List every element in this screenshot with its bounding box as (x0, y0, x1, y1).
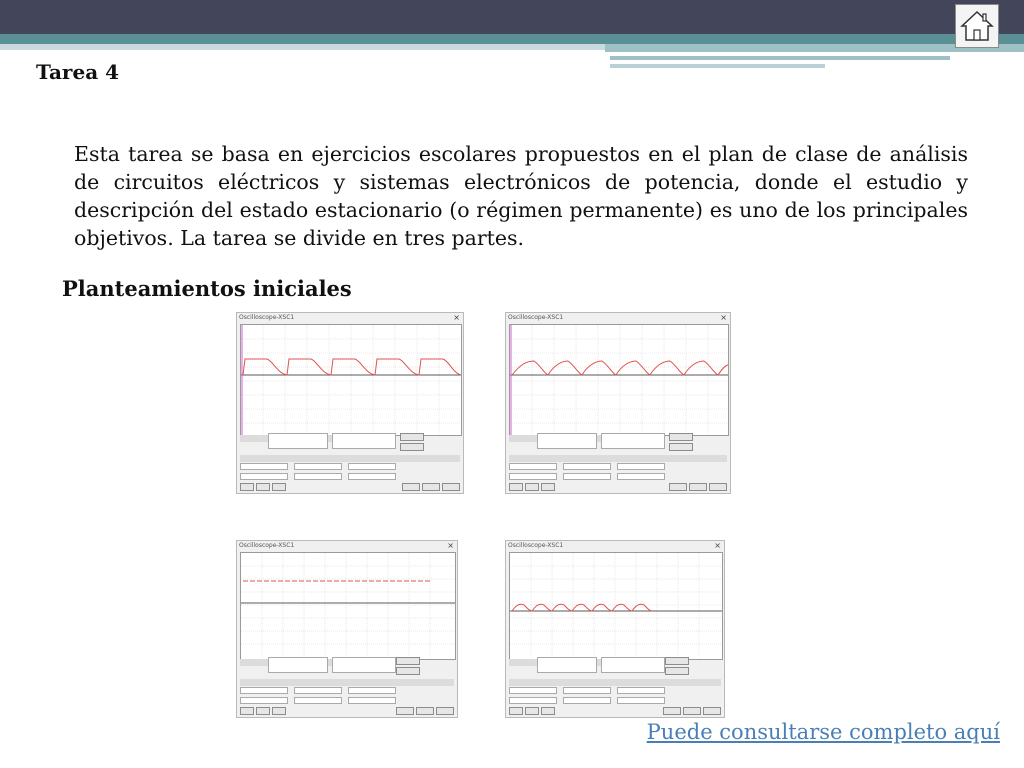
accent-band (0, 34, 1024, 44)
oscilloscope-screenshot-4 (505, 540, 725, 718)
oscilloscope-display (509, 552, 723, 660)
accent-band-light (0, 44, 605, 50)
oscilloscope-trace (510, 325, 728, 435)
oscilloscope-screenshot-1 (236, 312, 464, 494)
oscilloscope-display (509, 324, 729, 436)
oscilloscope-window-title: Oscilloscope-XSC1 (508, 314, 564, 321)
oscilloscope-screenshot-2 (505, 312, 731, 494)
oscilloscope-controls (509, 433, 727, 491)
oscilloscope-controls (240, 433, 460, 491)
home-button[interactable] (955, 4, 999, 48)
oscilloscope-display (240, 552, 456, 660)
close-icon: × (447, 541, 454, 550)
oscilloscope-controls (240, 657, 454, 715)
oscilloscope-window-title: Oscilloscope-XSC1 (239, 314, 295, 321)
oscilloscope-window-title: Oscilloscope-XSC1 (508, 542, 564, 549)
oscilloscope-display (240, 324, 462, 436)
oscilloscope-trace (241, 553, 455, 659)
close-icon: × (720, 313, 727, 322)
oscilloscope-trace (510, 553, 722, 659)
decor-line-2 (610, 64, 825, 68)
oscilloscope-screenshot-3 (236, 540, 458, 718)
close-icon: × (453, 313, 460, 322)
slide-paragraph: Esta tarea se basa en ejercicios escolares propuestos en el plan de clase de análisis de circuitos eléctricos y sistemas electrónicos de potencia, donde el estudio y descripción del estado estacionario (o régimen permanente) es uno de los principales objetivos. La tarea se divide en tres partes. (74, 142, 968, 250)
consult-full-link[interactable]: Puede consultarse completo aquí (646, 720, 1000, 744)
slide-title: Tarea 4 (36, 60, 120, 84)
oscilloscope-window-title: Oscilloscope-XSC1 (239, 542, 295, 549)
home-icon (959, 8, 995, 44)
oscilloscope-trace (241, 325, 461, 435)
section-subtitle: Planteamientos iniciales (62, 276, 352, 301)
close-icon: × (714, 541, 721, 550)
oscilloscope-controls (509, 657, 721, 715)
decor-line-1 (610, 56, 950, 60)
top-bar (0, 0, 1024, 34)
